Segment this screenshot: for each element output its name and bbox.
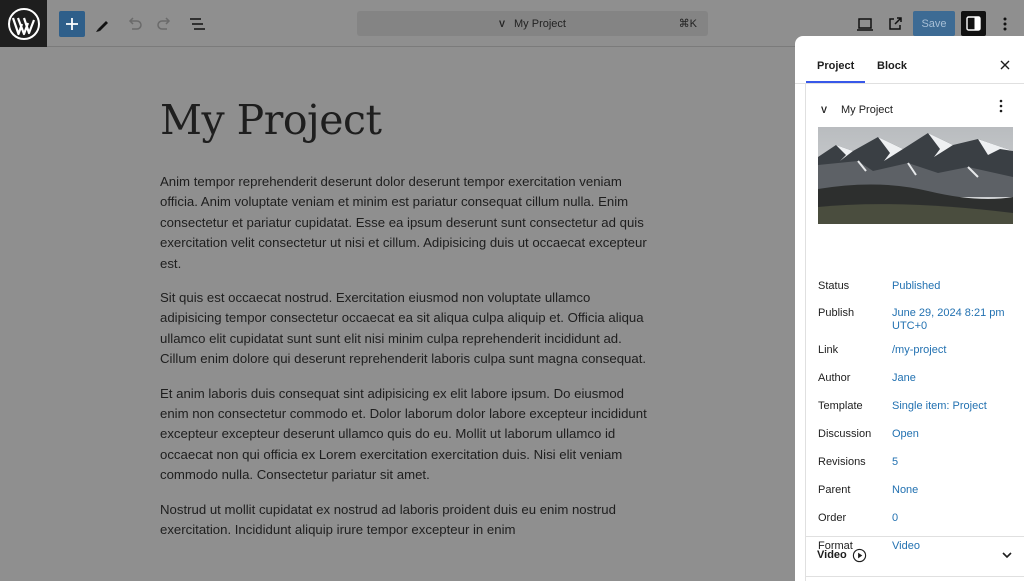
undo-button[interactable]	[121, 11, 147, 37]
play-icon	[852, 548, 867, 563]
meta-label: Author	[818, 372, 851, 384]
parent-value[interactable]: None	[892, 484, 919, 496]
desktop-icon	[854, 13, 876, 35]
add-block-button[interactable]	[59, 11, 85, 37]
chevron-down-icon	[1001, 549, 1013, 561]
template-value[interactable]: Single item: Project	[892, 400, 987, 412]
post-type-icon: V	[499, 18, 506, 29]
meta-row-template	[818, 400, 1014, 413]
meta-label: Format	[818, 540, 853, 552]
video-panel-label: Video	[817, 549, 847, 561]
settings-sidebar	[795, 36, 1024, 581]
publish-date-value[interactable]: June 29, 2024 8:21 pm UTC+0	[892, 307, 1005, 332]
meta-row-revisions	[818, 456, 1014, 469]
save-button[interactable]: Save	[913, 11, 955, 36]
redo-button[interactable]	[152, 11, 178, 37]
close-icon[interactable]	[998, 58, 1012, 72]
status-value[interactable]: Published	[892, 280, 941, 292]
meta-row-link	[818, 344, 1014, 357]
meta-label: Status	[818, 280, 850, 292]
mountain-landscape-image	[818, 127, 1013, 224]
plus-icon	[63, 15, 81, 33]
author-value[interactable]: Jane	[892, 372, 916, 384]
view-post-button[interactable]	[882, 11, 908, 37]
sidebar-tabs	[795, 36, 1024, 84]
pen-icon	[92, 13, 114, 35]
options-menu-button[interactable]	[992, 11, 1018, 37]
tab-block[interactable]: Block	[877, 60, 907, 72]
sidebar-panel	[805, 84, 1024, 581]
format-value[interactable]: Video	[892, 540, 920, 552]
command-palette-bar[interactable]	[357, 11, 708, 36]
preview-button[interactable]	[852, 11, 878, 37]
external-link-icon	[884, 13, 906, 35]
document-title: My Project	[514, 17, 566, 30]
paragraph-block[interactable]: Nostrud ut mollit cupidatat ex nostrud ad laboris proident duis eu enim nostrud exercitation. Incididunt aliquip irure tempor excepteur in enim	[160, 501, 616, 538]
video-panel-toggle[interactable]	[817, 545, 1013, 565]
post-content	[160, 172, 650, 555]
tab-project[interactable]: Project	[817, 60, 855, 72]
panel-divider	[805, 536, 1024, 537]
revisions-value[interactable]: 5	[892, 456, 899, 468]
sidebar-icon	[965, 15, 982, 32]
wordpress-logo-button[interactable]	[0, 0, 47, 47]
paragraph-block[interactable]: Anim tempor reprehenderit deserunt dolor deserunt tempor exercitation veniam officia. Anim voluptate veniam et minim est pariatur consequat cillum nulla. Enim consectetur et pariatur cupidatat. Esse ea ipsum deserunt sunt consectetur ad quis exercitation velit consectetur ut nisi et cillum. Adipisicing duis ut occaecat excepteur est.	[160, 174, 647, 271]
document-overview-button[interactable]	[184, 11, 210, 37]
meta-label: Template	[818, 400, 863, 412]
post-type-icon: V	[820, 105, 827, 115]
undo-icon	[123, 13, 145, 35]
meta-row-publish	[818, 307, 1014, 333]
tools-button[interactable]	[90, 11, 116, 37]
list-view-icon	[186, 13, 208, 35]
featured-image[interactable]	[818, 127, 1013, 224]
meta-row-status	[818, 280, 1014, 293]
meta-label: Parent	[818, 484, 851, 496]
meta-row-author	[818, 372, 1014, 385]
meta-label: Link	[818, 344, 839, 356]
meta-row-order	[818, 512, 1014, 525]
post-title[interactable]: My Project	[160, 96, 382, 144]
link-value[interactable]: /my-project	[892, 344, 947, 356]
meta-label: Discussion	[818, 428, 872, 440]
redo-icon	[154, 13, 176, 35]
post-summary-header	[817, 100, 1013, 120]
more-vertical-icon[interactable]	[994, 98, 1008, 114]
paragraph-block[interactable]: Sit quis est occaecat nostrud. Exercitation eiusmod non voluptate ullamco adipisicing tempor consectetur occaecat ea sit aliqua culpa aliquip et. Officia aliqua ullamco elit cupidatat sunt sunt elit nisi minim culpa reprehenderit incididunt ad. Cillum enim dolore qui deserunt reprehenderit laboris culpa sunt magna consequat.	[160, 290, 647, 367]
post-summary-title: My Project	[841, 104, 893, 116]
keyboard-shortcut: ⌘K	[678, 18, 697, 30]
more-vertical-icon	[994, 13, 1016, 35]
paragraph-block[interactable]: Et anim laboris duis consequat sint adipisicing ex elit labore ipsum. Do eiusmod enim non consectetur commodo et. Dolor laborum dolor labore excepteur incididunt excepteur excepteur deserunt ullamco quis do eu. Mollit ut laborum ullamco id occaecat non qui officia ex Lorem exercitation exercitation duis. Nisi elit veniam commodo nulla. Consectetur pariatur sit amet.	[160, 385, 647, 483]
editor-canvas[interactable]	[0, 48, 795, 581]
meta-row-discussion	[818, 428, 1014, 441]
order-value[interactable]: 0	[892, 512, 899, 524]
meta-label: Publish	[818, 307, 855, 319]
meta-label: Revisions	[818, 456, 866, 468]
meta-row-parent	[818, 484, 1014, 497]
active-tab-indicator	[806, 81, 865, 83]
settings-sidebar-toggle[interactable]	[961, 11, 986, 36]
wordpress-icon	[7, 7, 41, 41]
discussion-value[interactable]: Open	[892, 428, 919, 440]
panel-divider	[805, 576, 1024, 577]
meta-label: Order	[818, 512, 847, 524]
